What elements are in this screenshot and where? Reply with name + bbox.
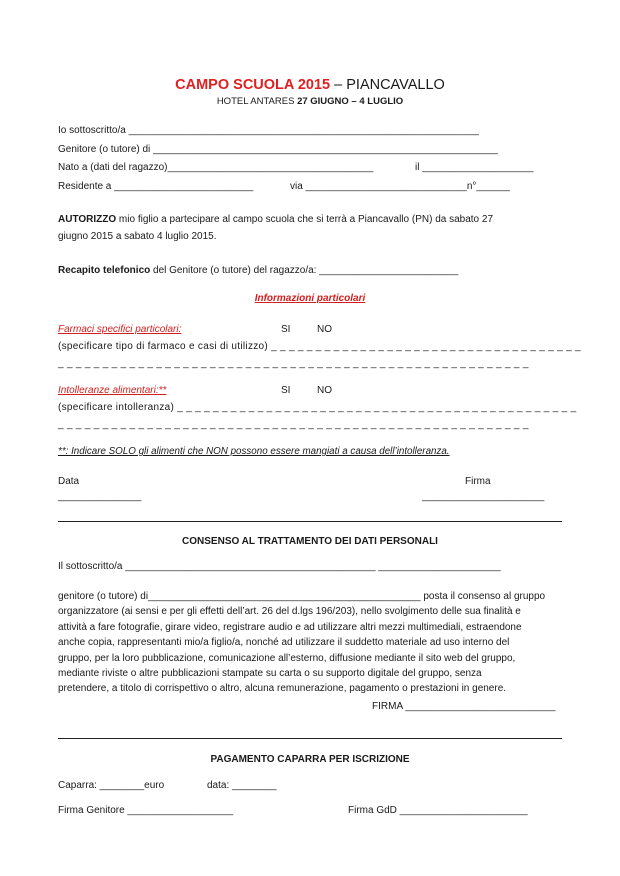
allergy-note: **: Indicare SOLO gli alimenti che NON possono essere mangiati a causa dell’intolleranza. [58,446,450,457]
authorization-text: mio figlio a partecipare al campo scuola che si terrà a Piancavallo (PN) da sabato 27 [116,214,494,225]
date-field[interactable]: _______________ [58,491,142,502]
signature-field[interactable]: ______________________ [422,491,545,502]
consent-line-2: organizzatore (ai sensi e per gli effetti dell’art. 26 del d.lgs 196/203), nello svolgimento delle sua finalità e [58,606,521,618]
allergy-yes-option[interactable]: SI [281,385,291,396]
allergy-label: Intolleranze alimentari:** [58,385,167,396]
field-birthdate[interactable]: il ____________________ [415,162,534,173]
field-subscriber[interactable]: Io sottoscritto/a _______________________________________________________________ [58,125,479,136]
phone-text: del Genitore (o tutore) del ragazzo/a: _________________________ [150,265,459,276]
phone-label: Recapito telefonico [58,265,151,276]
title-main: CAMPO SCUOLA 2015 [175,77,331,93]
gdd-signature-field[interactable]: Firma GdD _______________________ [348,805,528,816]
consent-line-7: pretendere, a titolo di corrispettivo o altro, alcuna remunerazione, pagamento o prestazioni in genere. [58,683,507,695]
consent-line-3: attività a fare fotografie, girare video, registrare audio e ad utilizzare altri mezzi multimediali, estraendone [58,621,522,633]
field-birthplace[interactable]: Nato a (dati del ragazzo)_____________________________________ [58,162,374,173]
consent-line-5: gruppo, per la loro pubblicazione, comunicazione all’esterno, diffusione mediante il sito web del gruppo, [58,652,516,664]
allergy-spec-line-2[interactable]: _ _ _ _ _ _ _ _ _ _ _ _ _ _ _ _ _ _ _ _ _ _ _ _ _ _ _ _ _ _ _ _ _ _ _ _ _ _ _ _ _ _ _ _ _ _ _ _ _ _ _ _ _ [58,419,529,430]
drugs-no-option[interactable]: NO [317,324,332,335]
deposit-field[interactable]: Caparra: ________euro [58,780,165,791]
allergy-no-option[interactable]: NO [317,385,332,396]
subtitle-prefix: HOTEL ANTARES [216,96,298,107]
field-street[interactable]: via _____________________________n°______ [290,181,510,192]
date-label: Data [58,476,80,487]
phone-field[interactable] [58,265,458,276]
authorization-bold: AUTORIZZO [58,214,117,225]
drugs-label: Farmaci specifici particolari: [58,324,182,335]
payment-date-field[interactable]: data: ________ [207,780,277,791]
divider-2 [58,738,562,739]
allergy-spec-field[interactable]: (specificare intolleranza) _ _ _ _ _ _ _ _ _ _ _ _ _ _ _ _ _ _ _ _ _ _ _ _ _ _ _ _ _ _ _ _ _ _ _ _ _ _ _ _ _ _ _ _ _ [58,402,577,413]
consent-signature-field[interactable]: FIRMA ___________________________ [372,701,556,712]
subtitle-dates: 27 GIUGNO – 4 LUGLIO [297,96,404,107]
authorization-line-2: giugno 2015 a sabato 4 luglio 2015. [58,231,217,242]
drugs-spec-line-2[interactable]: _ _ _ _ _ _ _ _ _ _ _ _ _ _ _ _ _ _ _ _ _ _ _ _ _ _ _ _ _ _ _ _ _ _ _ _ _ _ _ _ _ _ _ _ _ _ _ _ _ _ _ _ _ [58,358,529,369]
parent-signature-field[interactable]: Firma Genitore ___________________ [58,805,234,816]
consent-heading: CONSENSO AL TRATTAMENTO DEI DATI PERSONALI [182,536,438,547]
consent-line-6: mediante riviste o altre pubblicazioni stampate su carta o su supporto digitale del gruppo, senza [58,668,482,680]
drugs-yes-option[interactable]: SI [281,324,291,335]
field-residence[interactable]: Residente a _________________________ [58,181,254,192]
title-rest: – PIANCAVALLO [330,77,445,93]
consent-subscriber-field[interactable]: Il sottoscritto/a _____________________________________________ ______________________ [58,561,501,572]
authorization-line-1 [58,214,493,225]
consent-line-4: anche copia, rappresentanti mio/a figlio/a, nonché ad utilizzare il suddetto materiale ad uso interno del [58,637,510,649]
page-title [0,77,620,93]
signature-label: Firma [465,476,491,487]
consent-paragraph [58,589,568,697]
consent-line-1[interactable]: genitore (o tutore) di_________________________________________________ posta il consenso al gruppo [58,591,546,602]
page-subtitle [0,96,620,107]
payment-heading: PAGAMENTO CAPARRA PER ISCRIZIONE [210,754,410,765]
drugs-spec-field[interactable]: (specificare tipo di farmaco e casi di utilizzo) _ _ _ _ _ _ _ _ _ _ _ _ _ _ _ _ _ _ _ _ _ _ _ _ _ _ _ _ _ _ _ _ _ _ _ [58,341,581,352]
divider-1 [58,521,562,522]
field-guardian[interactable]: Genitore (o tutore) di ______________________________________________________________ [58,144,498,155]
special-info-heading: Informazioni particolari [254,293,366,304]
